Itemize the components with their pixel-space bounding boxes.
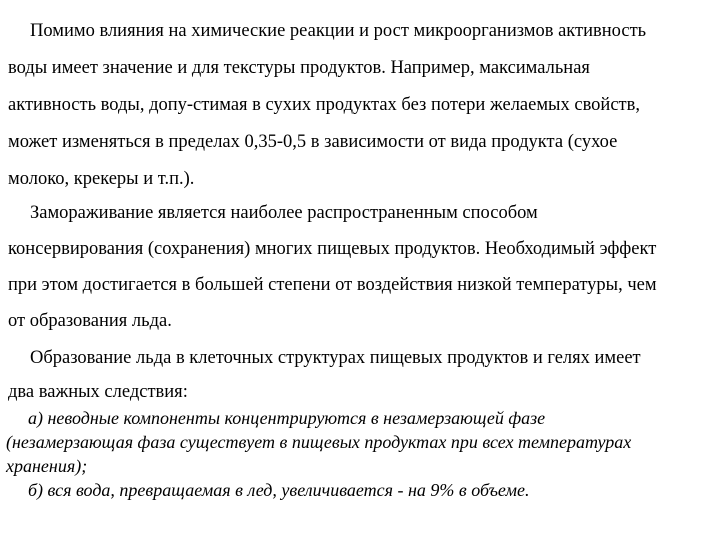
- paragraph-3-line-1: Образование льда в клеточных структурах пищевых продуктов и гелях имеет: [30, 348, 641, 368]
- paragraph-1-line-1: Помимо влияния на химические реакции и рост микроорганизмов активность: [30, 21, 647, 41]
- list-item-a-line-3: хранения);: [6, 456, 88, 476]
- paragraph-1-line-4: может изменяться в пределах 0,35-0,5 в зависимости от вида продукта (сухое: [8, 132, 618, 152]
- paragraph-1-line-5: молоко, крекеры и т.п.).: [8, 169, 195, 189]
- paragraph-2-line-1: Замораживание является наиболее распространенным способом: [30, 203, 538, 223]
- list-item-a-line-2: (незамерзающая фаза существует в пищевых продуктах при всех температурах: [6, 432, 632, 452]
- paragraph-1-line-2: воды имеет значение и для текстуры продуктов. Например, максимальная: [8, 58, 590, 78]
- paragraph-2-line-2: консервирования (сохранения) многих пищевых продуктов. Необходимый эффект: [8, 239, 657, 259]
- list-item-a-line-1: а) неводные компоненты концентрируются в незамерзающей фазе: [28, 408, 546, 428]
- paragraph-2-line-4: от образования льда.: [8, 311, 172, 331]
- paragraph-3-line-2: два важных следствия:: [8, 382, 188, 402]
- list-item-b-line-1: б) вся вода, превращаемая в лед, увеличивается - на 9% в объеме.: [28, 480, 530, 500]
- paragraph-2-line-3: при этом достигается в большей степени от воздействия низкой температуры, чем: [8, 275, 657, 295]
- paragraph-1-line-3: активность воды, допу-стимая в сухих продуктах без потери желаемых свойств,: [8, 95, 640, 115]
